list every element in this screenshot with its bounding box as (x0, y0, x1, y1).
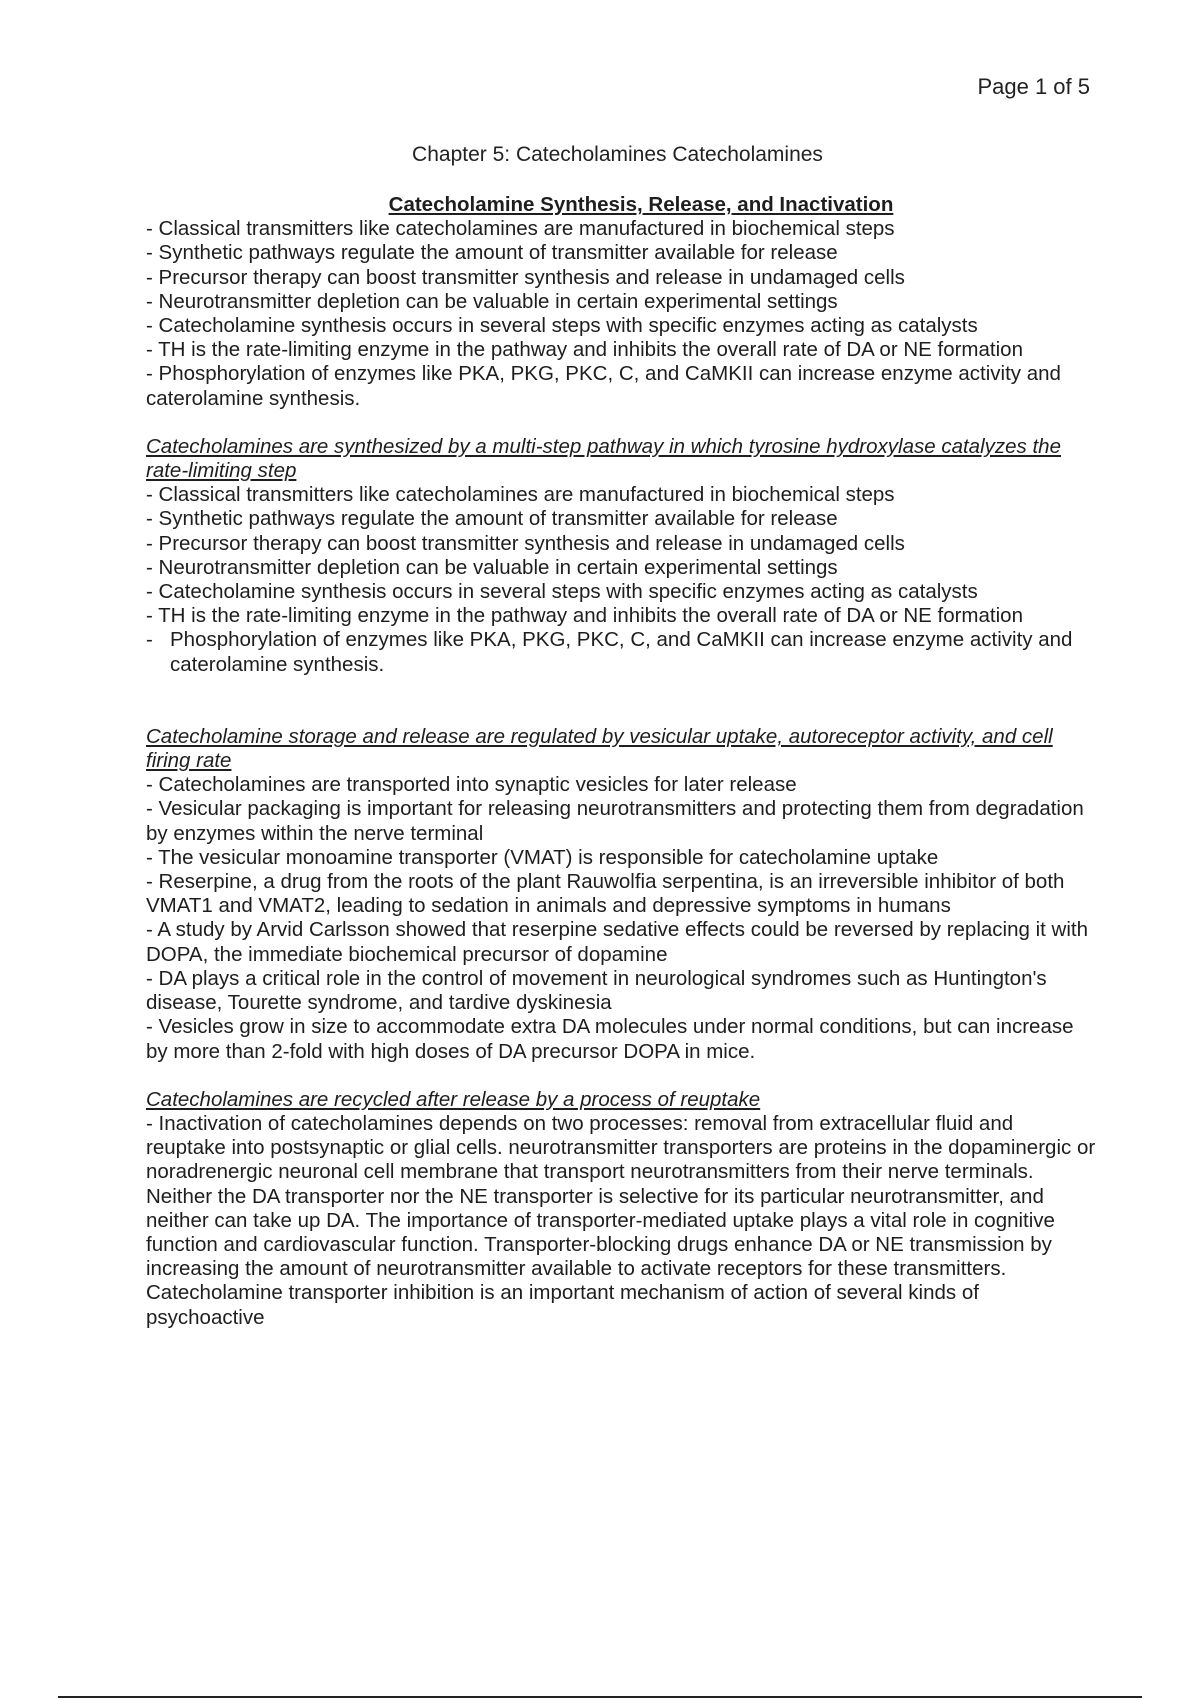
section3-list (146, 773, 1096, 1063)
page-number: Page 1 of 5 (977, 74, 1090, 99)
list-item: - Catecholamine synthesis occurs in several steps with specific enzymes acting as catalysts (146, 580, 978, 604)
document-body (146, 193, 1096, 1330)
list-item: - Classical transmitters like catecholamines are manufactured in biochemical steps (146, 483, 895, 507)
list-item: - Catecholamine synthesis occurs in several steps with specific enzymes acting as catalysts (146, 314, 978, 338)
section-heading-synthesis-release: Catecholamine Synthesis, Release, and Inactivation (388, 193, 894, 216)
list-item: - Phosphorylation of enzymes like PKA, PKG, PKC, C, and CaMKII can increase enzyme activity and caterolamine synthesis. (146, 362, 1061, 410)
chapter-title: Chapter 5: Catecholamines Catecholamines (412, 143, 823, 166)
list-item: - Reserpine, a drug from the roots of the plant Rauwolfia serpentina, is an irreversible inhibitor of both VMAT1 and VMAT2, leading to sedation in animals and depressive symptoms in humans (146, 870, 1065, 918)
section2-list (146, 483, 1096, 677)
section-heading-synthesis-pathway: Catecholamines are synthesized by a multi-step pathway in which tyrosine hydroxylase catalyzes the rate-limiting step (146, 434, 1061, 483)
list-item: - Classical transmitters like catecholamines are manufactured in biochemical steps (146, 217, 895, 241)
list-item: - DA plays a critical role in the control of movement in neurological syndromes such as Huntington's disease, Tourette syndrome, and tardive dyskinesia (146, 966, 1047, 1015)
list-item (146, 628, 1096, 676)
list-item: - Synthetic pathways regulate the amount of transmitter available for release (146, 507, 838, 531)
list-item: - Neurotransmitter depletion can be valuable in certain experimental settings (146, 555, 838, 579)
list-item: - Synthetic pathways regulate the amount of transmitter available for release (146, 241, 838, 265)
list-item: - TH is the rate-limiting enzyme in the pathway and inhibits the overall rate of DA or NE formation (146, 604, 1023, 628)
list-item: - A study by Arvid Carlsson showed that reserpine sedative effects could be reversed by replacing it with DOPA, the immediate biochemical precursor of dopamine (146, 918, 1088, 966)
bullet-text: Phosphorylation of enzymes like PKA, PKG, PKC, C, and CaMKII can increase enzyme activity and caterolamine synthesis. (170, 628, 1073, 676)
reuptake-paragraph: - Inactivation of catecholamines depends on two processes: removal from extracellular fluid and reuptake into postsynaptic or glial cells. neurotransmitter transporters are proteins in the dopaminergic or noradrenergic neuronal cell membrane that transport neurotransmitters from their nerve terminals. Neither the DA transporter nor the NE transporter is selective for its particular neurotransmitter, and neither can take up DA. The importance of transporter-mediated uptake plays a vital role in cognitive function and cardiovascular function. Transporter-blocking drugs enhance DA or NE transmission by increasing the amount of neurotransmitter available to activate receptors for these transmitters. Catecholamine transporter inhibition is an important mechanism of action of several kinds of psychoactive (146, 1111, 1096, 1329)
section-heading-reuptake: Catecholamines are recycled after release by a process of reuptake (146, 1087, 761, 1111)
list-item: - Precursor therapy can boost transmitter synthesis and release in undamaged cells (146, 531, 905, 555)
list-item: - The vesicular monoamine transporter (VMAT) is responsible for catecholamine uptake (146, 845, 939, 869)
list-item: - Vesicles grow in size to accommodate extra DA molecules under normal conditions, but can increase by more than 2-fold with high doses of DA precursor DOPA in mice. (146, 1015, 1074, 1063)
list-item: - TH is the rate-limiting enzyme in the pathway and inhibits the overall rate of DA or NE formation (146, 338, 1023, 362)
section1-list (146, 217, 1096, 411)
bullet-dash: - (146, 628, 153, 652)
section-heading-storage-release: Catecholamine storage and release are regulated by vesicular uptake, autoreceptor activity, and cell firing rate (146, 724, 1053, 773)
footer-divider (58, 1696, 1142, 1698)
list-item: - Precursor therapy can boost transmitter synthesis and release in undamaged cells (146, 265, 905, 289)
list-item: - Catecholamines are transported into synaptic vesicles for later release (146, 773, 797, 797)
list-item: - Vesicular packaging is important for releasing neurotransmitters and protecting them from degradation by enzymes within the nerve terminal (146, 797, 1084, 845)
list-item: - Neurotransmitter depletion can be valuable in certain experimental settings (146, 289, 838, 313)
